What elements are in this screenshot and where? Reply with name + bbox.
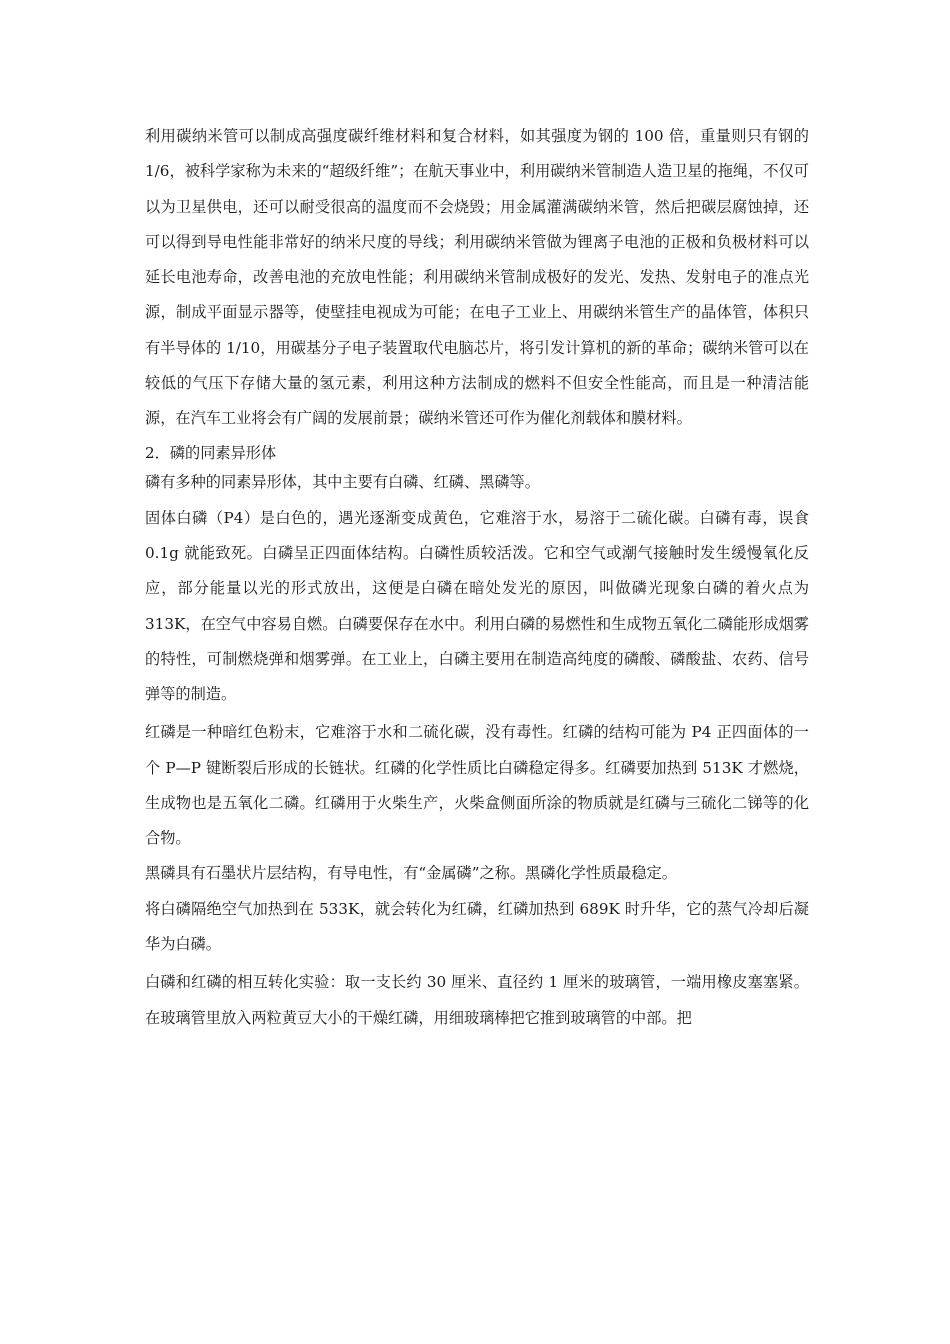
paragraph-red-phosphorus: 红磷是一种暗红色粉末，它难溶于水和二硫化碳，没有毒性。红磷的结构可能为 P4 正四面体的一个 P—P 键断裂后形成的长链状。红磷的化学性质比白磷稳定得多。红磷要加热到 513K 才燃烧，生成物也是五氧化二磷。红磷用于火柴生产，火柴盒侧面所涂的物质就是红磷与三硫化二锑等的化合物。 — [145, 723, 809, 848]
section-heading: 2．磷的同素异形体 — [145, 443, 277, 462]
paragraph-carbon-nanotube-uses: 利用碳纳米管可以制成高强度碳纤维材料和复合材料，如其强度为钢的 100 倍，重量则只有钢的 1/6，被科学家称为未来的“超级纤维”；在航天事业中，利用碳纳米管制造人造卫星的拖绳，不仅可以为卫星供电，还可以耐受很高的温度而不会烧毁；用金属灌满碳纳米管，然后把碳层腐蚀掉，还可以得到导电性能非常好的纳米尺度的导线；利用碳纳米管做为锂离子电池的正极和负极材料可以延长电池寿命，改善电池的充放电性能；利用碳纳米管制成极好的发光、发热、发射电子的准点光源，制成平面显示器等，使壁挂电视成为可能；在电子工业上、用碳纳米管生产的晶体管，体积只有半导体的 1/10，用碳基分子电子装置取代电脑芯片，将引发计算机的新的革命；碳纳米管可以在较低的气压下存储大量的氢元素，利用这种方法制成的燃料不但安全性能高，而且是一种清洁能源，在汽车工业将会有广阔的发展前景；碳纳米管还可作为催化剂载体和膜材料。 — [145, 127, 809, 428]
paragraph-experiment: 白磷和红磷的相互转化实验：取一支长约 30 厘米、直径约 1 厘米的玻璃管，一端用橡皮塞塞紧。在玻璃管里放入两粒黄豆大小的干燥红磷，用细玻璃棒把它推到玻璃管的中部。把 — [145, 973, 809, 1027]
paragraph-conversion: 将白磷隔绝空气加热到在 533K，就会转化为红磷，红磷加热到 689K 时升华，它的蒸气冷却后凝华为白磷。 — [145, 899, 809, 953]
document-body — [145, 119, 809, 1036]
paragraph-white-phosphorus: 固体白磷（P4）是白色的，遇光逐渐变成黄色，它难溶于水，易溶于二硫化碳。白磷有毒，误食 0.1g 就能致死。白磷呈正四面体结构。白磷性质较活泼。它和空气或潮气接触时发生缓慢氧化反应，部分能量以光的形式放出，这便是白磷在暗处发光的原因，叫做磷光现象白磷的着火点为 313K，在空气中容易自燃。白磷要保存在水中。利用白磷的易燃性和生成物五氧化二磷能形成烟雾的特性，可制燃烧弹和烟雾弹。在工业上，白磷主要用在制造高纯度的磷酸、磷酸盐、农药、信号弹等的制造。 — [145, 508, 809, 704]
paragraph-allotropes-intro: 磷有多种的同素异形体，其中主要有白磷、红磷、黑磷等。 — [145, 472, 540, 491]
paragraph-black-phosphorus: 黑磷具有石墨状片层结构，有导电性，有“金属磷”之称。黑磷化学性质最稳定。 — [145, 863, 677, 882]
